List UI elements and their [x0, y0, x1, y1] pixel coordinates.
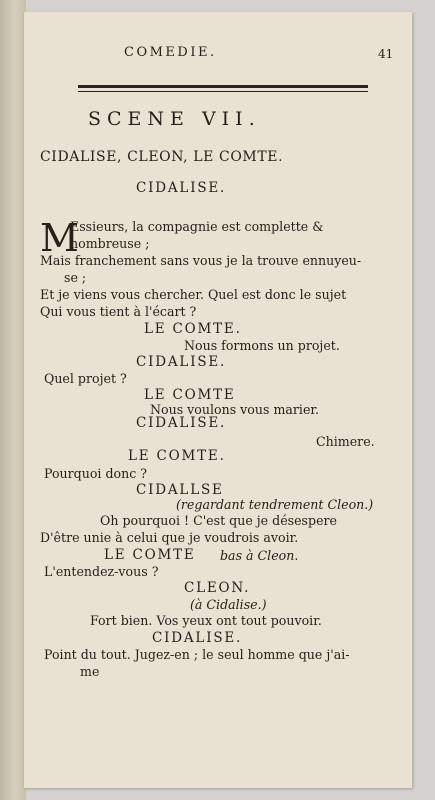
speaker-le-comte: LE COMTE — [104, 547, 196, 563]
speech-line: Essieurs, la compagnie est complette & — [70, 219, 324, 234]
speech-line: Pourquoi donc ? — [44, 466, 148, 481]
speaker-le-comte: LE COMTE. — [144, 321, 242, 337]
speech-line: Qui vous tient à l'écart ? — [40, 304, 197, 319]
speech-line: D'être unie à celui que je voudrois avoir. — [40, 530, 299, 545]
speaker-cidalise: CIDALISE. — [136, 415, 227, 431]
speech-line: Point du tout. Jugez-en ; le seul homme que j'ai- — [44, 647, 350, 662]
drop-cap-letter: M — [40, 216, 79, 260]
scene-title: SCENE VII. — [88, 108, 261, 130]
speech-line: Et je viens vous chercher. Quel est donc le sujet — [40, 287, 347, 302]
speech-line: Mais franchement sans vous je la trouve ennuyeu- — [40, 253, 362, 268]
ornamental-rule-thin — [78, 91, 368, 92]
speech-line: me — [80, 664, 100, 679]
speaker-cidalise: CIDALLSE — [136, 482, 224, 498]
speech-line: nombreuse ; — [70, 236, 150, 251]
book-page — [24, 12, 412, 788]
speech-line: Nous formons un projet. — [184, 338, 340, 353]
stage-direction: bas à Cleon. — [220, 548, 299, 563]
speech-line: Oh pourquoi ! C'est que je désespere — [100, 513, 338, 528]
speaker-le-comte: LE COMTE — [144, 387, 236, 403]
speech-line: Fort bien. Vos yeux ont tout pouvoir. — [90, 613, 322, 628]
speaker-cidalise: CIDALISE. — [136, 180, 227, 196]
speaker-le-comte: LE COMTE. — [128, 448, 226, 464]
speech-line: se ; — [64, 270, 87, 285]
book-gutter — [0, 0, 26, 800]
running-title: COMEDIE. — [124, 45, 217, 60]
ornamental-rule-thick — [78, 85, 368, 88]
speech-line: Quel projet ? — [44, 371, 127, 386]
speaker-cidalise: CIDALISE. — [152, 630, 243, 646]
page-number: 41 — [378, 47, 394, 61]
speech-line: Chimere. — [316, 434, 375, 449]
stage-direction: (regardant tendrement Cleon.) — [176, 497, 374, 512]
speech-line: Nous voulons vous marier. — [150, 402, 320, 417]
speaker-cidalise: CIDALISE. — [136, 354, 227, 370]
speaker-cleon: CLEON. — [184, 580, 251, 596]
stage-direction: (à Cidalise.) — [190, 597, 267, 612]
speech-line: L'entendez-vous ? — [44, 564, 159, 579]
cast-list: CIDALISE, CLEON, LE COMTE. — [40, 149, 284, 165]
